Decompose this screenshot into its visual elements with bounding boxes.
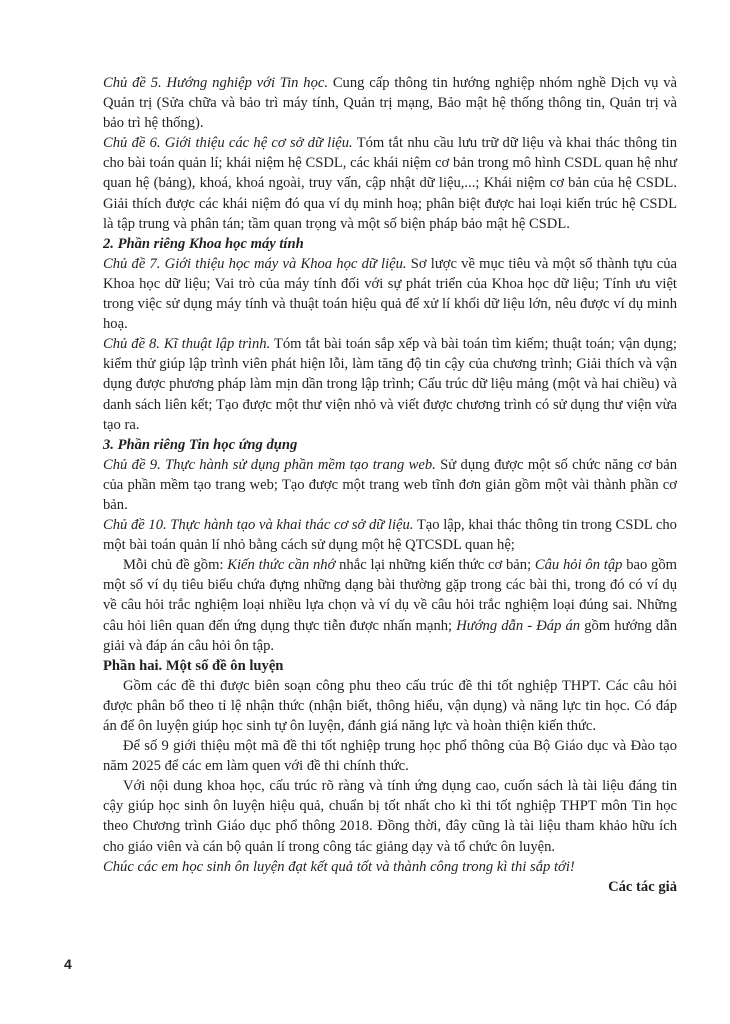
topic-10 bbox=[103, 515, 677, 555]
structure-term: Câu hỏi ôn tập bbox=[534, 557, 623, 574]
structure-text: nhắc lại những kiến thức cơ bản; bbox=[335, 557, 535, 574]
topic-text: Tóm tắt nhu cầu lưu trữ dữ liệu và khai thác thông tin cho bài toán quản lí; khái niệm hệ CSDL, các khái niệm cơ bản trong mô hình CSDL quan hệ như quan hệ (bảng), khoá, khoá ngoài, truy vấn, cập nhật dữ liệu,...; Khái niệm cơ bản của hệ CSDL. Giải thích được các khái niệm đó qua ví dụ minh hoạ; phân biệt được hai loại kiến trúc hệ CSDL là tập trung và phân tán; tầm quan trọng và một số biện pháp bảo mật hệ CSDL. bbox=[103, 135, 677, 232]
topic-title: Chủ đề 9. Thực hành sử dụng phần mềm tạo trang web. bbox=[103, 456, 436, 473]
structure-text: bao gồm một số ví dụ tiêu biểu chứa đựng những dạng bài thường gặp trong các bài thi, trong đó có ví dụ về câu hỏi trắc nghiệm loại nhiều lựa chọn và ví dụ về câu hỏi trắc nghiệm loại đúng sai. Những câu hỏi liên quan đến ứng dụng thực tiễn được nhấn mạnh; bbox=[103, 557, 677, 634]
page-number: 4 bbox=[64, 956, 72, 972]
topic-5 bbox=[103, 73, 677, 133]
part-2-paragraph-2: Để số 9 giới thiệu một mã đề thi tốt nghiệp trung học phổ thông của Bộ Giáo dục và Đào tạo năm 2025 để các em làm quen với đề thi chính thức. bbox=[103, 738, 677, 775]
closing-wish: Chúc các em học sinh ôn luyện đạt kết quả tốt và thành công trong kì thi sắp tới! bbox=[103, 858, 575, 875]
topic-text: Tóm tắt bài toán sắp xếp và bài toán tìm kiếm; thuật toán; vận dụng; kiểm thử giúp lập trình viên phát hiện lỗi, làm tăng độ tin cậy của chương trình; Giải thích và vận dụng được phương pháp làm mịn dần trong lập trình; Cấu trúc dữ liệu mảng (một và hai chiều) và danh sách liên kết; Tạo được một thư viện nhỏ và viết được chương trình có sử dụng thư viện vừa tạo ra. bbox=[103, 336, 677, 433]
topic-8 bbox=[103, 334, 677, 434]
structure-text: gồm hướng dẫn giải và đáp án câu hỏi ôn tập. bbox=[103, 617, 677, 654]
page-body bbox=[103, 73, 677, 897]
section-3-heading: 3. Phần riêng Tin học ứng dụng bbox=[103, 436, 298, 453]
topic-text: Sử dụng được một số chức năng cơ bản của phần mềm tạo trang web; Tạo được một trang web tĩnh đơn giản gồm một vài thành phần cơ bản. bbox=[103, 456, 677, 513]
part-2-paragraph-3: Với nội dung khoa học, cấu trúc rõ ràng và tính ứng dụng cao, cuốn sách là tài liệu đáng tin cậy giúp học sinh ôn luyện hiệu quả, chuẩn bị tốt nhất cho kì thi tốt nghiệp THPT môn Tin học theo Chương trình Giáo dục phổ thông 2018. Đồng thời, đây cũng là tài liệu tham khảo hữu ích cho giáo viên và cán bộ quản lí trong công tác giảng dạy và tổ chức ôn luyện. bbox=[103, 778, 677, 855]
topic-6 bbox=[103, 133, 677, 233]
topic-title: Chủ đề 7. Giới thiệu học máy và Khoa học dữ liệu. bbox=[103, 255, 407, 272]
part-2-paragraph-1: Gồm các đề thi được biên soạn công phu theo cấu trúc đề thi tốt nghiệp THPT. Các câu hỏi được phân bổ theo tỉ lệ nhận thức (nhận biết, thông hiểu, vận dụng) và năng lực tin học. Có đáp án để ôn luyện giúp học sinh tự ôn luyện, đánh giá năng lực và hoàn thiện kiến thức. bbox=[103, 677, 677, 734]
part-2-heading: Phần hai. Một số đề ôn luyện bbox=[103, 657, 284, 674]
topic-title: Chủ đề 5. Hướng nghiệp với Tin học. bbox=[103, 75, 329, 91]
structure-term: Kiến thức cần nhớ bbox=[227, 557, 336, 574]
structure-text: Mỗi chủ đề gồm: bbox=[123, 557, 228, 574]
topic-title: Chủ đề 10. Thực hành tạo và khai thác cơ sở dữ liệu. bbox=[103, 517, 414, 534]
topic-text: Sơ lược về mục tiêu và một số thành tựu của Khoa học dữ liệu; Vai trò của máy tính đối với sự phát triển của Khoa học dữ liệu; Tính ưu việt trong việc sử dụng máy tính và thuật toán hiệu quả để xử lí khối dữ liệu lớn, nêu được ví dụ minh hoạ. bbox=[103, 255, 677, 333]
topic-7 bbox=[103, 254, 677, 334]
signature: Các tác giả bbox=[608, 878, 677, 895]
section-2-heading: 2. Phần riêng Khoa học máy tính bbox=[103, 235, 304, 252]
structure-paragraph bbox=[103, 555, 677, 655]
topic-9 bbox=[103, 455, 677, 515]
topic-text: Tạo lập, khai thác thông tin trong CSDL cho một bài toán quản lí nhỏ bằng cách sử dụng một hệ QTCSDL quan hệ; bbox=[103, 517, 677, 554]
topic-text: Cung cấp thông tin hướng nghiệp nhóm nghề Dịch vụ và Quản trị (Sửa chữa và bảo trì máy tính, Quản trị mạng, Bảo mật hệ thống thông tin, Quản trị và bảo trì hệ thống). bbox=[103, 75, 678, 132]
topic-title: Chủ đề 6. Giới thiệu các hệ cơ sở dữ liệu. bbox=[103, 135, 353, 152]
structure-term: Hướng dẫn - Đáp án bbox=[456, 617, 581, 634]
topic-title: Chủ đề 8. Kĩ thuật lập trình. bbox=[103, 336, 271, 353]
